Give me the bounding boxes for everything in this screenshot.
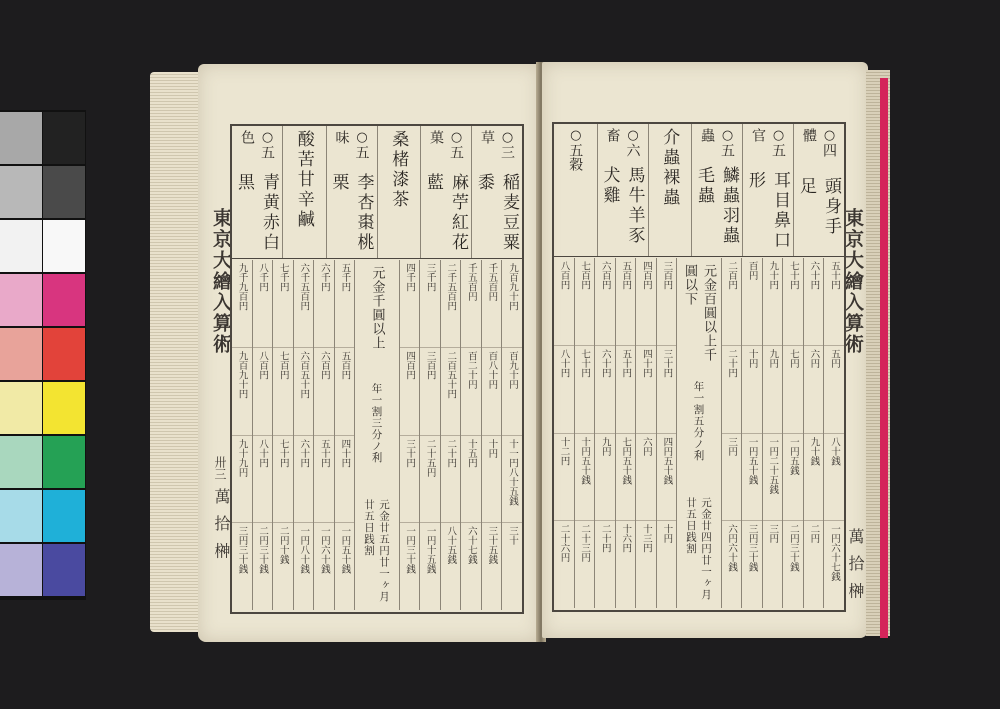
category-items: 青黄赤白黒 <box>234 172 279 253</box>
value-cell: 五十円 <box>616 346 636 434</box>
value-cell: 四十円 <box>636 346 656 434</box>
value-cell: 九十円 <box>763 258 783 346</box>
color-swatch <box>0 220 42 272</box>
interest-rate-text: 元金廿四円廿一ヶ月廿五日践割 <box>685 497 712 601</box>
value-cell: 六百円 <box>314 348 334 436</box>
interest-rate-text: 年一割五分ノ利 <box>692 380 705 462</box>
value-column <box>574 258 595 608</box>
value-cell: 二百円 <box>722 258 742 346</box>
value-cell: 九円 <box>595 434 615 522</box>
category-column <box>282 126 326 258</box>
value-cell: 二千五百円 <box>441 260 461 348</box>
value-cell: 四十円 <box>335 436 355 524</box>
value-cell: 一円五銭 <box>783 434 803 522</box>
value-column <box>481 260 502 610</box>
value-cell: 五百円 <box>335 348 355 436</box>
value-cell: 六千円 <box>314 260 334 348</box>
value-cell: 千五百円 <box>482 260 502 348</box>
color-swatch <box>43 166 85 218</box>
category-name: ○ 五色 <box>237 130 277 167</box>
value-column <box>635 258 656 608</box>
value-cell: 十円五十銭 <box>575 434 595 522</box>
value-cell: 百九十円 <box>502 348 522 436</box>
value-cell: 七十円 <box>783 258 803 346</box>
category-items: 頭身手足 <box>796 176 841 237</box>
value-column <box>594 258 615 608</box>
value-cell: 三円 <box>722 434 742 522</box>
value-cell: 百八十円 <box>482 348 502 436</box>
value-cell: 一円六十銭 <box>318 526 330 574</box>
value-cell: 十二円 <box>554 434 574 522</box>
category-name: ○ 五穀 <box>565 128 585 171</box>
value-column <box>313 260 334 610</box>
value-column <box>762 258 783 608</box>
value-cell: 十五円 <box>461 436 481 524</box>
value-cell: 九十九円 <box>232 436 252 524</box>
value-cell: 十三円 <box>640 524 652 553</box>
value-cell: 四千円 <box>400 260 420 348</box>
value-cell: 三十円 <box>657 346 677 434</box>
color-swatch <box>43 382 85 434</box>
value-cell: 六十円 <box>804 258 824 346</box>
interest-rate-text: 元金千圓以上 <box>369 266 385 350</box>
category-column <box>326 126 377 258</box>
left-page-number: 卅三 <box>213 456 227 480</box>
category-column <box>377 126 421 258</box>
value-cell: 九千九百円 <box>232 260 252 348</box>
value-cell: 二円十銭 <box>277 526 289 565</box>
color-swatch <box>0 166 42 218</box>
red-bookmark-ribbon <box>880 78 888 638</box>
value-column <box>554 258 574 608</box>
interest-rate-column <box>354 260 398 610</box>
color-swatch <box>43 544 85 596</box>
value-cell: 三十円 <box>400 436 420 524</box>
category-column <box>691 124 742 256</box>
value-cell: 五百円 <box>616 258 636 346</box>
value-cell: 七十円 <box>575 346 595 434</box>
value-column <box>656 258 677 608</box>
value-column <box>252 260 273 610</box>
value-cell: 八十銭 <box>824 434 844 522</box>
interest-rate-column <box>676 258 720 608</box>
value-cell: 三円三十銭 <box>236 526 248 574</box>
category-items: 李杏棗桃栗 <box>328 172 374 253</box>
value-column <box>232 260 252 610</box>
open-book <box>150 58 890 648</box>
value-column <box>501 260 522 610</box>
interest-rate-text: 年一割三分ノ利 <box>370 382 383 464</box>
category-name: ○ 六畜 <box>603 128 643 160</box>
category-column <box>554 124 597 256</box>
category-column <box>648 124 692 256</box>
value-cell: 六百五十円 <box>294 348 314 436</box>
value-cell: 二円三十銭 <box>787 524 799 572</box>
value-cell: 九百九十円 <box>502 260 522 348</box>
value-cell: 百円 <box>742 258 762 346</box>
value-cell: 一円六十七銭 <box>828 524 840 582</box>
value-cell: 二百五十円 <box>441 348 461 436</box>
value-cell: 三百円 <box>420 348 440 436</box>
value-column <box>293 260 314 610</box>
value-cell: 千五百円 <box>461 260 481 348</box>
value-column <box>803 258 824 608</box>
value-cell: 八千円 <box>253 260 273 348</box>
value-cell: 十円 <box>482 436 502 524</box>
category-column <box>471 126 522 258</box>
left-category-row <box>232 126 522 259</box>
value-cell: 五円 <box>824 346 844 434</box>
value-cell: 四百円 <box>636 258 656 346</box>
right-side-label: 萬 拾 榊 <box>846 528 865 602</box>
value-cell: 一円八十銭 <box>298 526 310 574</box>
value-cell: 八百円 <box>253 348 273 436</box>
value-cell: 一円三十銭 <box>404 526 416 574</box>
value-column <box>741 258 762 608</box>
value-cell: 七百円 <box>575 258 595 346</box>
value-cell: 二十三円 <box>579 524 591 563</box>
right-value-grid <box>554 258 844 608</box>
value-column <box>440 260 461 610</box>
left-value-grid <box>232 260 522 610</box>
value-column <box>782 258 803 608</box>
color-swatch <box>0 490 42 542</box>
value-cell: 二十五円 <box>420 436 440 524</box>
value-cell: 五十円 <box>314 436 334 524</box>
category-column <box>232 126 282 258</box>
value-cell: 一円十五銭 <box>424 526 436 574</box>
category-items: 耳目鼻口形 <box>745 170 790 251</box>
value-cell: 十円 <box>742 346 762 434</box>
value-column <box>272 260 293 610</box>
value-cell: 八十五銭 <box>445 526 457 565</box>
category-items: 介蟲裸蟲 <box>659 128 680 208</box>
value-column <box>399 260 420 610</box>
category-items: 鱗蟲羽蟲毛蟲 <box>694 166 739 247</box>
value-cell: 一円五十銭 <box>339 526 351 574</box>
category-column <box>597 124 648 256</box>
value-cell: 一円五十銭 <box>742 434 762 522</box>
category-items: 馬牛羊豕犬雞 <box>599 166 645 247</box>
value-cell: 九百九十円 <box>232 348 252 436</box>
value-cell: 三十五銭 <box>486 526 498 565</box>
color-swatch <box>43 112 85 164</box>
color-swatch <box>0 382 42 434</box>
value-cell: 二円三十銭 <box>257 526 269 574</box>
value-column <box>460 260 481 610</box>
value-cell: 十円 <box>661 524 673 544</box>
color-swatch <box>0 112 42 164</box>
value-column <box>419 260 440 610</box>
category-column <box>420 126 471 258</box>
left-side-title: 東京大繪入算術 <box>210 208 232 355</box>
value-column <box>823 258 844 608</box>
category-name: ○ 三草 <box>477 130 517 167</box>
value-cell: 六円 <box>804 346 824 434</box>
value-column <box>615 258 636 608</box>
category-name: ○ 四體 <box>799 128 839 171</box>
value-cell: 六百円 <box>595 258 615 346</box>
color-swatch <box>43 490 85 542</box>
value-cell: 五十円 <box>824 258 844 346</box>
color-swatch <box>0 328 42 380</box>
value-cell: 三円 <box>767 524 779 544</box>
value-cell: 九十銭 <box>804 434 824 522</box>
color-swatch <box>43 220 85 272</box>
color-calibration-card <box>0 110 86 600</box>
value-cell: 三百円 <box>657 258 677 346</box>
value-cell: 九円 <box>763 346 783 434</box>
category-name: ○ 五菓 <box>426 130 466 167</box>
category-column <box>742 124 793 256</box>
category-name: ○ 五味 <box>332 130 372 167</box>
value-cell: 三十 <box>506 526 518 546</box>
value-cell: 五千円 <box>335 260 355 348</box>
value-cell: 二十円 <box>722 346 742 434</box>
interest-rate-text: 元金廿五円廿一ヶ月廿五日践割 <box>363 499 390 603</box>
category-column <box>793 124 844 256</box>
value-cell: 六十円 <box>294 436 314 524</box>
category-name: ○ 五蟲 <box>697 128 737 160</box>
value-cell: 六千五百円 <box>294 260 314 348</box>
value-cell: 七十円 <box>273 436 293 524</box>
value-cell: 八十円 <box>253 436 273 524</box>
category-items: 桑楮漆茶 <box>388 130 409 210</box>
color-swatch <box>0 544 42 596</box>
value-cell: 八十円 <box>554 346 574 434</box>
value-cell: 二十円 <box>599 524 611 553</box>
value-cell: 二円 <box>808 524 820 544</box>
value-column <box>334 260 355 610</box>
value-cell: 十六円 <box>620 524 632 553</box>
value-cell: 七円 <box>783 346 803 434</box>
interest-rate-text: 元金百圓以上千圓以下 <box>682 264 716 362</box>
value-column <box>721 258 742 608</box>
value-cell: 六十七銭 <box>465 526 477 565</box>
value-cell: 六円 <box>636 434 656 522</box>
value-cell: 三円三十銭 <box>746 524 758 572</box>
value-cell: 六円六十銭 <box>726 524 738 572</box>
value-cell: 一円二十五銭 <box>763 434 783 522</box>
value-cell: 七百円 <box>273 348 293 436</box>
value-cell: 七千円 <box>273 260 293 348</box>
color-swatch <box>43 274 85 326</box>
right-price-table <box>552 122 846 612</box>
value-cell: 十一円八十五銭 <box>502 436 522 524</box>
category-items: 酸苦甘辛鹹 <box>293 130 314 230</box>
category-items: 麻苧紅花藍 <box>423 172 468 253</box>
value-cell: 百二十円 <box>461 348 481 436</box>
color-swatch <box>0 274 42 326</box>
color-swatch <box>43 328 85 380</box>
category-items: 稲麦豆粟黍 <box>474 172 519 253</box>
value-cell: 四円五十銭 <box>657 434 677 522</box>
left-price-table <box>230 124 524 614</box>
value-cell: 八百円 <box>554 258 574 346</box>
value-cell: 六十円 <box>595 346 615 434</box>
color-swatch <box>0 436 42 488</box>
value-cell: 四百円 <box>400 348 420 436</box>
color-swatch <box>43 436 85 488</box>
left-side-label: 萬 拾 榊 <box>212 488 231 562</box>
value-cell: 二十六円 <box>558 524 570 563</box>
right-category-row <box>554 124 844 257</box>
value-cell: 三千円 <box>420 260 440 348</box>
value-cell: 二十円 <box>441 436 461 524</box>
value-cell: 七円五十銭 <box>616 434 636 522</box>
category-name: ○ 五官 <box>748 128 788 165</box>
right-side-title: 東京大繪入算術 <box>842 208 864 355</box>
